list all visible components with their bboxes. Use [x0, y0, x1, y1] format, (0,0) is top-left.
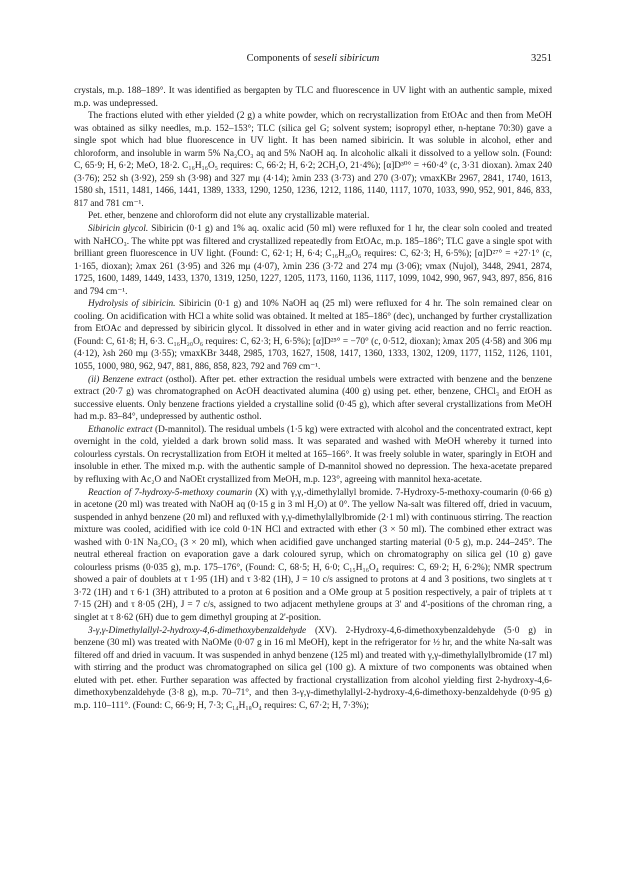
paragraph-lead: (ii) Benzene extract [88, 374, 163, 385]
paragraph-text: (osthol). After pet. ether extraction the residual umbels were extracted with benzene and the benzene extract (20·7 g) was chromatographed on AcOH deactivated alumina (400 g) using pet. ether, benzene, CHCl₃ and EtOH as successive eluents. Only benzene fractions yielded a crystalline solid (0·45 g), which after several crystallizations from MeOH had m.p. 83–84°, undepressed by authentic osthol. [74, 374, 553, 423]
paragraph-hydrolysis [74, 298, 552, 373]
paragraph-lead: Ethanolic extract [88, 424, 153, 435]
paragraph-text: Pet. ether, benzene and chloroform did not elute any crystallizable material. [88, 211, 370, 222]
running-title [74, 53, 552, 64]
running-header [74, 53, 552, 69]
paragraph-lead: 3-γ,γ-Dimethylallyl-2-hydroxy-4,6-dimethoxybenzaldehyde [88, 625, 307, 636]
article-body [74, 85, 552, 712]
paragraph-text: The fractions eluted with ether yielded (2 g) a white powder, which on recrystallization from EtOAc and then from MeOH was obtained as silky needles, m.p. 152–153°; TLC (silica gel G; solvent system; isopropyl ether, n-heptane 70:30) gave a single spot which had blue fluorescence in UV light. It has been named sibiricin. It was soluble in alcohol, ether and chloroform, and insoluble in warm 5% Na₂CO₃ aq and 5% NaOH aq. In alcoholic alkali it dissolved to a yellow soln. (Found: C, 65·9; H, 6·2; MeO, 18·2. C₁₆H₁₆O₅ requires: C, 66·2; H, 6·2; 2CH₃O, 21·4%); [α]D³⁰° = +60·4° (c, 3·31 dioxan). λmax 240 (3·76); 252 sh (3·92), 259 sh (3·98) and 327 mμ (4·14); λmin 233 (3·73) and 270 (3·07); νmaxKBr 2967, 2841, 1740, 1613, 1580 sh, 1511, 1481, 1466, 1441, 1389, 1333, 1290, 1250, 1236, 1212, 1186, 1140, 1117, 1070, 1033, 990, 952, 901, 846, 833, 817 and 781 cm⁻¹. [74, 111, 552, 209]
running-title-species: seseli sibiricum [313, 53, 380, 64]
paragraph-text: crystals, m.p. 188–189°. It was identified as bergapten by TLC and fluorescence in UV light with an authentic sample, mixed m.p. was undepressed. [74, 86, 552, 109]
running-title-plain: Components of [246, 53, 314, 64]
paragraph-no-elution [74, 210, 552, 223]
paragraph-coumarin-reaction [74, 487, 552, 625]
paragraph-benzene-extract [74, 374, 552, 424]
paragraph-text: Sibiricin (0·1 g) and 10% NaOH aq (25 ml) were refluxed for 4 hr. The soln remained clear on cooling. On acidification with HCl a white solid was obtained. It melted at 185–186° (dec), unchanged by further crystallization from EtOAc and depressed by sibiricin glycol. It dissolved in ether and in water giving acid reaction and no ferric reaction. (Found: C, 61·8; H, 6·3. C₁₆H₂₀O₆ requires: C, 62·3; H, 6·5%); [α]D²⁵° = −70° (c, 0·512, dioxan); λmax 205 (4·58) and 306 mμ (4·12), λsh 260 mμ (3·55); νmaxKBr 3448, 2985, 1703, 1627, 1508, 1417, 1360, 1333, 1302, 1209, 1177, 1152, 1126, 1101, 1055, 1000, 980, 962, 947, 881, 886, 858, 823, 792 and 769 cm⁻¹. [74, 299, 552, 373]
paragraph-lead: Hydrolysis of sibiricin. [88, 299, 176, 310]
paragraph-lead: Reaction of 7-hydroxy-5-methoxy coumarin [88, 487, 253, 498]
paragraph-text: (XV). 2-Hydroxy-4,6-dimethoxybenzaldehyde (5·0 g) in benzene (30 ml) was treated with NaOMe (0·07 g in 16 ml MeOH), kept in the refrigerator for ½ hr, and the white Na-salt was filtered off and dried in vacuum. It was suspended in anhyd benzene (125 ml) and treated with γ,γ-dimethylallylbromide (17 ml) with stirring and the product was chromatographed on silica gel (100 g). A mixture of two components was obtained when eluted with pet. ether. Further separation was affected by fractional crystallization from alcohol yielding first 2-hydroxy-4,6-dimethoxybenzaldehyde (3·8 g), m.p. 70–71°, and then 3-γ,γ-dimethylallyl-2-hydroxy-4,6-dimethoxy-benzaldehyde (0·95 g) m.p. 110–111°. (Found: C, 66·9; H, 7·3; C₁₄H₁₈O₄ requires: C, 67·2; H, 7·3%); [74, 625, 552, 711]
page-number: 3251 [531, 53, 552, 64]
paragraph-sibiricin-glycol [74, 223, 552, 298]
paragraph-bergapten [74, 85, 552, 110]
paragraph-sibiricin [74, 110, 552, 210]
paragraph-text: (D-mannitol). The residual umbels (1·5 kg) were extracted with alcohol and the concentrated extract, kept overnight in the cold, yielded a dark brown solid mass. It was separated and washed with MeOH whereby it turned into colourless cyrstals. On recrystallization from EtOH it melted at 165–166°. It was freely soluble in water, sparingly in EtOH and insoluble in ether. The mixed m.p. with the authentic sample of D-mannitol showed no depression. The hexa-acetate prepared by refluxing with Ac₂O and NaOEt crystallized from MeOH, m.p. 123°, agreeing with mannitol hexa-acetate. [74, 424, 552, 485]
paragraph-text: (X) with γ,γ,-dimethylallyl bromide. 7-Hydroxy-5-methoxy-coumarin (0·66 g) in acetone (20 ml) was treated with NaOH aq (0·15 g in 3 ml H₂O) at 0°. The yellow Na-salt was filtered off, dried in vacuum, suspended in anhyd benzene (20 ml) and refluxed with γ,γ-dimethylallylbromide (2·1 ml) with continuous stirring. The reaction mixture was cooled, acidified with ice cold 0·1N HCl and extracted with ether (3 × 50 ml). The combined ether extract was washed with 0·1N Na₂CO₃ (3 × 20 ml), which when acidified gave unchanged starting material (0·5 g), m.p. 244–245°. The neutral ethereal fraction on evaporation gave a dark coloured syrup, which on chromatography on silica gel (10 g) gave colourless prisms (0·035 g), m.p. 175–176°, (Found: C, 68·5; H, 6·0; C₁₅H₁₆O₄ requires: C, 69·2; H, 6·2%); NMR spectrum showed a pair of doublets at τ 1·95 (1H) and τ 3·82 (1H), J = 10 c/s assigned to protons at 4 and 3 positions, two singlets at τ 3·72 (1H) and τ 6·1 (3H) attributed to a proton at 6 position and a OMe group at 5 position respectively, a pair of triplets at τ 7·15 (2H) and τ 8·05 (2H), J = 7 c/s, assigned to two adjacent methylene groups at 3' and 4'-positions of the chroman ring, a singlet at τ 8·62 (6H) due to gem dimethyl grouping at 2'-position. [74, 487, 552, 623]
paragraph-lead: Sibiricin glycol. [88, 224, 149, 235]
paragraph-benzaldehyde [74, 625, 552, 713]
paragraph-text: Sibiricin (0·1 g) and 1% aq. oxalic acid (50 ml) were refluxed for 1 hr, the clear soln cooled and treated with NaHCO₃. The white ppt was filtered and crystallized repeatedly from EtOAc, m.p. 185–186°; TLC gave a single spot with brilliant green fluorescence in UV light. (Found: C, 62·1; H, 6·4; C₁₆H₂₀O₆ requires: C, 62·3; H, 6·5%); [α]D²⁷° = +27·1° (c, 1·165, dioxan); λmax 261 (3·95) and 326 mμ (4·07), λmin 236 (3·72 and 274 mμ (3·06); νmax (Nujol), 3448, 2941, 2874, 1725, 1600, 1489, 1449, 1433, 1370, 1319, 1250, 1227, 1205, 1173, 1160, 1136, 1117, 1099, 1042, 990, 967, 943, 897, 856, 816 and 794 cm⁻¹. [74, 224, 552, 297]
paragraph-ethanolic-extract [74, 424, 552, 487]
